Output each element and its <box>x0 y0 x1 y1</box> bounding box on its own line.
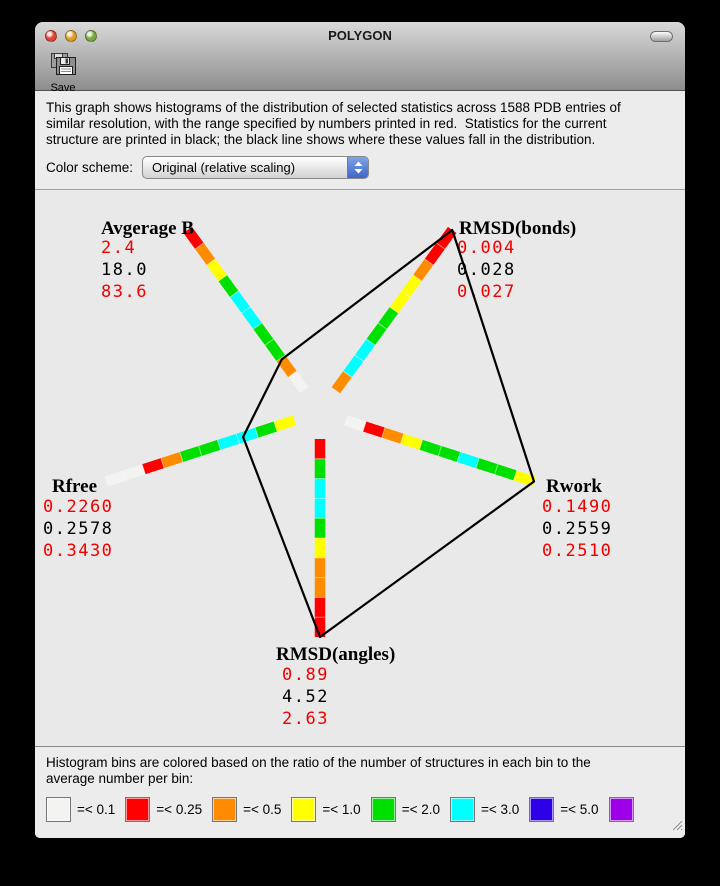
histogram-bin <box>457 452 479 468</box>
legend-bin-label: =< 2.0 <box>401 802 440 817</box>
axis-value: 0.027 <box>457 282 516 302</box>
legend-swatch-purple <box>609 797 634 822</box>
legend-panel <box>35 747 685 838</box>
legend-swatch-white <box>46 797 71 822</box>
histogram-bin <box>274 415 296 431</box>
histogram-bin <box>315 578 326 598</box>
save-button-label: Save <box>50 82 76 94</box>
legend-bin-label: =< 3.0 <box>480 802 520 817</box>
toolbar-toggle-button[interactable] <box>650 31 673 42</box>
axis-bar-Rfree <box>104 415 296 486</box>
window-title: POLYGON <box>328 28 392 43</box>
info-panel <box>35 91 685 190</box>
histogram-bin <box>315 538 326 558</box>
axis-value: 0.004 <box>457 238 516 258</box>
legend-bin-label: =< 0.25 <box>156 802 203 817</box>
legend-bin-label: =< 5.0 <box>560 802 599 817</box>
color-scheme-label: Color scheme: <box>46 160 134 175</box>
axis-value: 0.2559 <box>542 519 613 539</box>
histogram-bin <box>419 440 441 456</box>
axis-value: 0.3430 <box>43 541 114 561</box>
histogram-bin <box>142 458 164 474</box>
histogram-bin <box>382 428 404 444</box>
legend-text-line: average number per bin: <box>46 771 194 786</box>
histogram-bin <box>255 421 277 437</box>
axis-label: Rwork <box>546 476 602 497</box>
save-icon <box>50 51 77 81</box>
axis-value: 2.63 <box>282 709 329 729</box>
window-chrome <box>35 22 685 94</box>
axis-bar-Rwork <box>344 415 536 486</box>
histogram-bin <box>104 470 126 486</box>
axis-value: 4.52 <box>282 687 329 707</box>
histogram-bin <box>199 440 221 456</box>
axis-bar-Avgerage B <box>184 227 309 393</box>
histogram-bin <box>180 446 202 462</box>
toolbar <box>35 50 685 94</box>
axis-label: Rfree <box>52 476 98 497</box>
axis-value: 0.1490 <box>542 497 613 517</box>
description-line: This graph shows histograms of the distribution of selected statistics across 1588 PDB entries of <box>46 100 621 115</box>
axis-label: RMSD(angles) <box>276 644 396 665</box>
axis-value: 0.2578 <box>43 519 114 539</box>
legend-bin-label: =< 0.5 <box>243 802 282 817</box>
axis-value: 0.89 <box>282 665 329 685</box>
legend-swatch-cyan <box>450 797 475 822</box>
histogram-bin <box>217 434 239 450</box>
polygon-chart <box>35 190 685 746</box>
axis-value: 18.0 <box>101 260 148 280</box>
axis-label: Avgerage B <box>101 218 195 239</box>
histogram-bin <box>401 434 423 450</box>
legend-bin <box>371 797 443 822</box>
histogram-bin <box>315 479 326 499</box>
titlebar[interactable] <box>35 22 685 50</box>
histogram-bin <box>315 558 326 578</box>
axis-value: 0.2260 <box>43 497 114 517</box>
histogram-bin <box>123 464 145 480</box>
chart-area <box>35 190 685 747</box>
axis-bar-RMSD(bonds) <box>332 227 457 393</box>
histogram-bin <box>476 458 498 474</box>
histogram-bin <box>315 498 326 518</box>
legend-swatch-blue <box>529 797 554 822</box>
color-scheme-select[interactable] <box>142 156 369 179</box>
description-line: structure are printed in black; the black line shows where these values fall in the distribution. <box>46 132 596 147</box>
legend-swatch-yellow <box>291 797 316 822</box>
color-scheme-row <box>46 156 675 179</box>
axis-value: 0.028 <box>457 260 516 280</box>
legend-bin <box>291 797 363 822</box>
histogram-bin <box>315 597 326 617</box>
color-scheme-selected-value: Original (relative scaling) <box>152 160 296 175</box>
histogram-bin <box>438 446 460 462</box>
histogram-bin <box>344 415 366 431</box>
histogram-bin <box>315 459 326 479</box>
histogram-bin <box>315 518 326 538</box>
resize-grip-icon[interactable] <box>669 817 683 836</box>
histogram-bin <box>315 439 326 459</box>
legend-bin <box>125 797 205 822</box>
legend-swatch-red <box>125 797 150 822</box>
legend-bin <box>529 797 601 822</box>
axis-value: 83.6 <box>101 282 148 302</box>
legend-bin <box>46 797 118 822</box>
axis-value: 0.2510 <box>542 541 613 561</box>
description-line: similar resolution, with the range specified by numbers printed in red. Statistics for the current <box>46 116 607 131</box>
histogram-bin <box>161 452 183 468</box>
popup-arrows-icon <box>347 157 368 178</box>
axis-bar-RMSD(angles) <box>315 439 326 637</box>
legend-text-line: Histogram bins are colored based on the ratio of the number of structures in each bin to the <box>46 755 591 770</box>
legend-bin <box>212 797 284 822</box>
legend-bin <box>450 797 522 822</box>
axis-label: RMSD(bonds) <box>459 218 577 239</box>
axis-value: 2.4 <box>101 238 137 258</box>
legend-bins-row <box>46 797 675 822</box>
legend-bin-label: =< 0.1 <box>77 802 116 817</box>
legend-swatch-green <box>371 797 396 822</box>
legend-swatch-orange <box>212 797 237 822</box>
legend-bin-label: =< 1.0 <box>322 802 361 817</box>
save-button[interactable] <box>43 51 83 94</box>
histogram-bin <box>495 464 517 480</box>
histogram-bin <box>363 421 385 437</box>
polygon-window <box>35 22 685 838</box>
legend-bin <box>609 797 640 822</box>
